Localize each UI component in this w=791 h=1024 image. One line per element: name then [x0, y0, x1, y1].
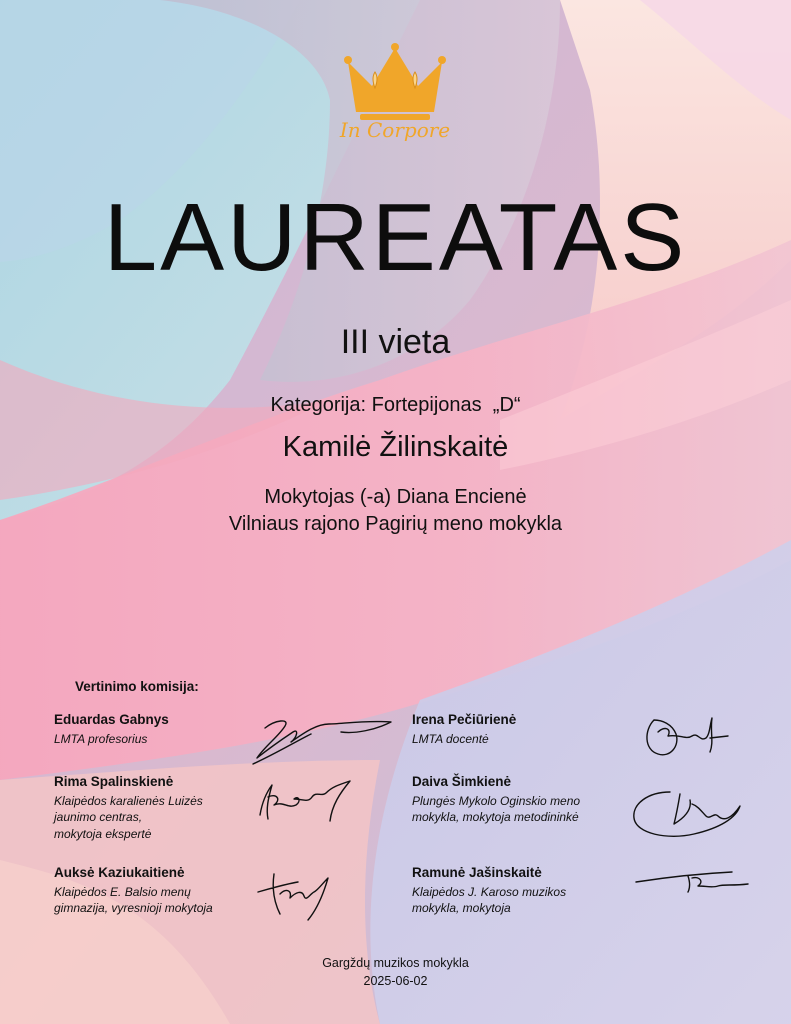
- category-line: Kategorija: Fortepijonas „D“: [270, 394, 521, 416]
- member-name: Ramunė Jašinskaitė: [412, 865, 542, 880]
- committee-member: [412, 773, 612, 826]
- committee-member: [54, 773, 254, 843]
- signature-simkiene: [628, 784, 748, 844]
- member-role: LMTA docentė: [412, 731, 489, 746]
- issue-date: 2025-06-02: [363, 974, 428, 989]
- school-line: Vilniaus rajono Pagirių meno mokykla: [228, 513, 563, 535]
- member-role: Klaipėdos karalienės Luizės jaunimo centras, mokytoja ekspertė: [54, 793, 203, 842]
- certificate-footer: [0, 954, 791, 990]
- signature-kaziukaitiene: [252, 864, 342, 924]
- in-corpore-logo: [330, 40, 460, 150]
- award-place: III vieta: [340, 323, 451, 361]
- signature-jasinskaite: [632, 862, 752, 898]
- logo-text: In Corpore: [339, 118, 451, 142]
- member-name: Daiva Šimkienė: [412, 774, 512, 789]
- member-role: LMTA profesorius: [54, 731, 148, 746]
- committee-member: [54, 711, 254, 747]
- committee-member: [412, 711, 612, 747]
- teacher-line: Mokytojas (-a) Diana Encienė: [264, 486, 527, 508]
- organizer-name: Gargždų muzikos mokykla: [322, 956, 469, 970]
- laureate-name: Kamilė Žilinskaitė: [282, 431, 509, 463]
- member-role: Plungės Mykolo Oginskio meno mokykla, mokytoja metodininkė: [412, 793, 581, 825]
- signature-peciuriene: [640, 712, 730, 762]
- certificate-title: LAUREATAS: [103, 184, 688, 291]
- committee-member: [54, 864, 254, 917]
- member-name: Rima Spalinskienė: [54, 774, 174, 789]
- member-name: Auksė Kaziukaitienė: [54, 865, 185, 880]
- member-name: Irena Pečiūrienė: [412, 712, 517, 727]
- committee-heading: Vertinimo komisija:: [75, 679, 199, 694]
- member-role: Klaipėdos E. Balsio menų gimnazija, vyresnioji mokytoja: [54, 884, 213, 916]
- signature-spalinskiene: [252, 775, 362, 830]
- signature-gabnys: [245, 710, 395, 770]
- member-role: Klaipėdos J. Karoso muzikos mokykla, mokytoja: [412, 884, 567, 916]
- committee-member: [412, 864, 612, 917]
- member-name: Eduardas Gabnys: [54, 712, 169, 727]
